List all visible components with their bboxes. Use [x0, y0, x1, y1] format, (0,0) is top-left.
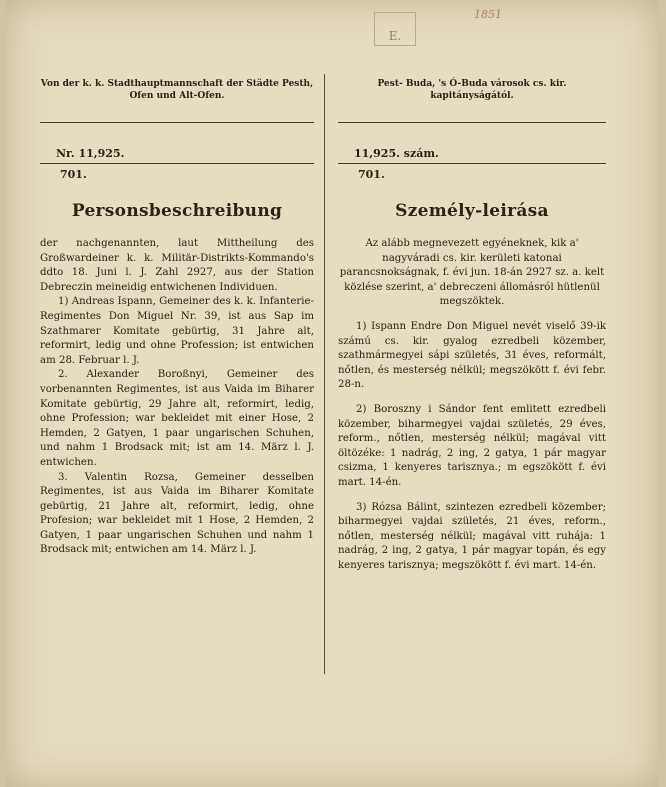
handwritten-note: 1851 [474, 8, 502, 21]
german-entry-3: 3. Valentin Rozsa, Gemeiner desselben Regimentes, ist aus Vaida im Biharer Komitate gebürtig, 21 Jahre alt, reformirt, ledig, ohne Profesion; war bekleidet mit 1 Hose, 2 Hemden, 2 Gatyen, 1 paar ungarischen Schuhen und nahm 1 Brodsack mit; entwichen am 14. März l. J. [40, 471, 314, 556]
number-rule [40, 163, 314, 164]
number-rule [338, 163, 606, 164]
german-intro: der nachgenannten, laut Mittheilung des Großwardeiner k. k. Militär-Distrikts-Kommando's ddto 18. Juni l. J. Zahl 2927, aus der Station Debreczin meineidig entwichenen Individuen. [40, 238, 314, 293]
header-rule [338, 122, 606, 123]
german-entry-1: 1) Andreas Ispann, Gemeiner des k. k. Infanterie-Regimentes Don Miguel Nr. 39, ist aus Sap im Szathmarer Komitate gebürtig, 31 Jahre alt, reformirt, ledig und ohne Profession; ist entwichen am 28. Februar l. J. [40, 296, 314, 366]
header-rule [40, 122, 314, 123]
german-number: Nr. 11,925. [56, 147, 125, 160]
german-title: Personsbeschreibung [71, 201, 283, 221]
german-header: Von der k. k. Stadthauptmannschaft der Städte Pesth, Ofen und Alt-Ofen. [40, 79, 314, 101]
hungarian-number: 11,925. szám. [354, 147, 439, 160]
hungarian-entry-2: 2) Boroszny i Sándor fent emlitett ezredbeli közember, biharmegyei vajdai születés, 29 éves, reform., nőtlen, mesterség nélkül; magával vitt öltözéke: 1 nadrág, 2 ing, 2 gatya, 1 pár magyar csizma, 1 kenyeres tarisznya.; m egszökött f. évi mart. 14-én. [338, 403, 606, 488]
column-divider [324, 74, 325, 674]
hungarian-header: Pest- Buda, 's Ó-Buda városok cs. kir. kapitányságától. [377, 79, 567, 101]
hungarian-title: Személy-leirása [395, 201, 549, 221]
hungarian-column [338, 78, 606, 583]
document-page [6, 0, 658, 787]
archive-box-label: E. [374, 12, 416, 46]
hungarian-sub-number: 701. [358, 168, 385, 181]
german-entry-2: 2. Alexander Boroßnyi, Gemeiner des vorbenannten Regimentes, ist aus Vaida im Biharer Komitate gebürtig, 29 Jahre alt, reformirt, ledig, ohne Profession; war bekleidet mit einer Hose, 2 Hemden, 2 Gatyen, 1 paar ungarischen Schuhen, und nahm 1 Brodsack mit; ist am 14. März l. J. entwichen. [40, 369, 314, 468]
german-column [40, 78, 314, 558]
hungarian-intro: Az alább megnevezett egyéneknek, kik a' nagyváradi cs. kir. kerületi katonai parancsnokságnak, f. évi jun. 18-án 2927 sz. a. kelt közlése szerint, a' debreczeni állomásról hütlenül megszöktek. [339, 238, 605, 308]
hungarian-entry-1: 1) Ispann Endre Don Miguel nevét viselő 39-ik számú cs. kir. gyalog ezredbeli közember, szathmármegyei sápi születés, 31 éves, reformált, nőtlen, és mesterség nélkül; megszökött f. évi febr. 28-n. [338, 320, 606, 391]
hungarian-entry-3: 3) Rózsa Bálint, szintezen ezredbeli közember; biharmegyei vajdai születés, 21 éves, reform., nőtlen, mesterség nélkül; magával vitt ruhája: 1 nadrág, 2 ing, 2 gatya, 1 pár magyar topán, és egy kenyeres tarisznya; megszökött f. évi mart. 14-én. [338, 501, 606, 571]
german-sub-number: 701. [60, 168, 87, 181]
